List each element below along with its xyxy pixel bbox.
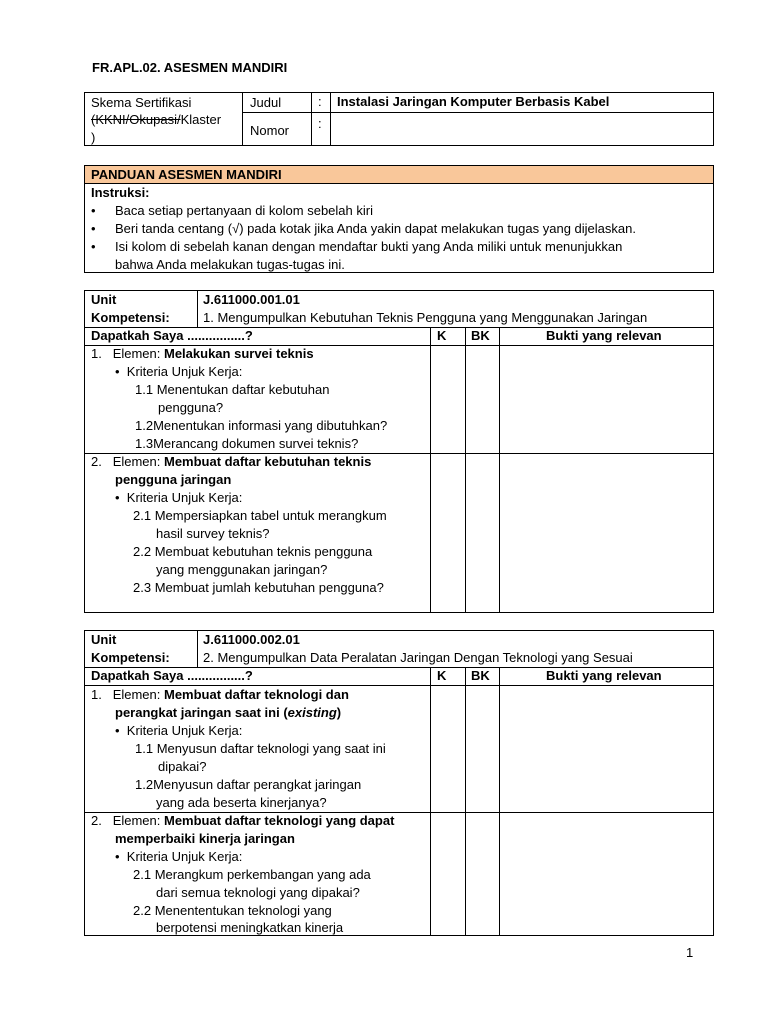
kuk-item-cont: yang ada beserta kinerjanya? <box>156 795 327 810</box>
elemen-row: 2. Elemen: Membuat daftar kebutuhan teknis <box>91 454 372 469</box>
judul-label: Judul <box>250 95 282 110</box>
unit-title: 1. Mengumpulkan Kebutuhan Teknis Pengguna yang Menggunakan Jaringan <box>203 310 648 325</box>
unit-title: 2. Mengumpulkan Data Peralatan Jaringan Dengan Teknologi yang Sesuai <box>203 650 633 665</box>
kuk-item-cont: pengguna? <box>158 400 224 415</box>
kriteria-label: • Kriteria Unjuk Kerja: <box>115 490 243 505</box>
instruction-item: • Isi kolom di sebelah kanan dengan mendaftar bukti yang Anda miliki untuk menunjukkan <box>91 238 707 256</box>
instruction-item: • Baca setiap pertanyaan di kolom sebelah kiri <box>91 202 707 220</box>
kuk-item: 2.1 Mempersiapkan tabel untuk merangkum <box>133 508 387 523</box>
header-table <box>84 92 714 146</box>
kuk-item-cont: dipakai? <box>158 759 207 774</box>
bukti-header: Bukti yang relevan <box>546 328 662 343</box>
page-number: 1 <box>686 945 694 960</box>
kuk-item: 1.2Menyusun daftar perangkat jaringan <box>135 777 362 792</box>
skema-label: Skema Sertifikasi <box>91 95 192 110</box>
instruksi-label: Instruksi: <box>91 185 150 200</box>
panduan-box <box>84 165 714 273</box>
unit-code: J.611000.002.01 <box>203 632 300 647</box>
kuk-item: 1.1 Menentukan daftar kebutuhan <box>135 382 330 397</box>
kuk-item-cont: berpotensi meningkatkan kinerja <box>156 920 344 935</box>
skema-strike-text: (KKNI/Okupasi/ <box>91 112 181 127</box>
dapatkah-header: Dapatkah Saya ................? <box>91 668 253 683</box>
kompetensi-label: Kompetensi: <box>91 310 170 325</box>
elemen-row: 1. Elemen: Membuat daftar teknologi dan <box>91 687 349 702</box>
kuk-item: 2.2 Membuat kebutuhan teknis pengguna <box>133 544 373 559</box>
unit-table-2 <box>84 630 714 936</box>
judul-colon: : <box>318 94 322 109</box>
kuk-item: 1.1 Menyusun daftar teknologi yang saat ini <box>135 741 386 756</box>
nomor-colon: : <box>318 116 322 131</box>
elemen-row-cont: perangkat jaringan saat ini (existing) <box>115 705 342 720</box>
bukti-header: Bukti yang relevan <box>546 668 662 683</box>
bk-header: BK <box>471 668 490 683</box>
kriteria-label: • Kriteria Unjuk Kerja: <box>115 723 243 738</box>
bk-header: BK <box>471 328 490 343</box>
kuk-item-cont: yang menggunakan jaringan? <box>156 562 328 577</box>
elemen-row: 2. Elemen: Membuat daftar teknologi yang dapat <box>91 813 395 828</box>
document-title: FR.APL.02. ASESMEN MANDIRI <box>92 60 288 75</box>
nomor-label: Nomor <box>250 123 290 138</box>
k-header: K <box>437 668 447 683</box>
kuk-item: 2.3 Membuat jumlah kebutuhan pengguna? <box>133 580 384 595</box>
kriteria-label: • Kriteria Unjuk Kerja: <box>115 849 243 864</box>
unit-table-1 <box>84 290 714 613</box>
judul-value: Instalasi Jaringan Komputer Berbasis Kabel <box>337 94 610 109</box>
unit-label: Unit <box>91 632 117 647</box>
instruction-item: • Beri tanda centang (√) pada kotak jika Anda yakin dapat melakukan tugas yang dijelaskan. <box>91 220 707 238</box>
elemen-row-cont: memperbaiki kinerja jaringan <box>115 831 295 846</box>
kriteria-label: • Kriteria Unjuk Kerja: <box>115 364 243 379</box>
skema-close: ) <box>91 130 96 145</box>
kuk-item: 1.3Merancang dokumen survei teknis? <box>135 436 359 451</box>
instruction-item-continued: bahwa Anda melakukan tugas-tugas ini. <box>115 257 345 272</box>
kuk-item: 2.1 Merangkum perkembangan yang ada <box>133 867 371 882</box>
panduan-heading: PANDUAN ASESMEN MANDIRI <box>85 166 713 184</box>
kuk-item: 2.2 Menententukan teknologi yang <box>133 903 332 918</box>
elemen-row-cont: pengguna jaringan <box>115 472 232 487</box>
kuk-item-cont: hasil survey teknis? <box>156 526 270 541</box>
unit-code: J.611000.001.01 <box>203 292 300 307</box>
kuk-item-cont: dari semua teknologi yang dipakai? <box>156 885 360 900</box>
unit-label: Unit <box>91 292 117 307</box>
kompetensi-label: Kompetensi: <box>91 650 170 665</box>
k-header: K <box>437 328 447 343</box>
elemen-row: 1. Elemen: Melakukan survei teknis <box>91 346 314 361</box>
dapatkah-header: Dapatkah Saya ................? <box>91 328 253 343</box>
skema-klaster: Klaster <box>180 112 222 127</box>
kuk-item: 1.2Menentukan informasi yang dibutuhkan? <box>135 418 388 433</box>
